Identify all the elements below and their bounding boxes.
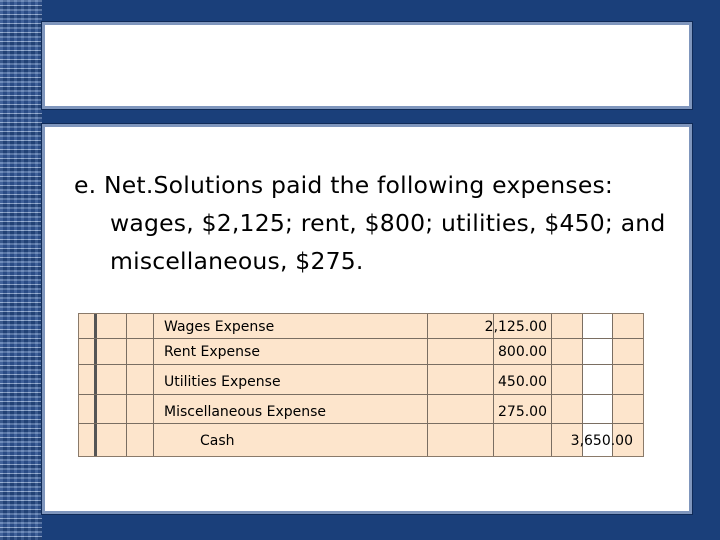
journal-row-account: Rent Expense [164,344,260,360]
journal-row-account: Wages Expense [164,319,275,335]
journal-row-account: Miscellaneous Expense [164,404,327,420]
journal-row-credit: 3,650.00 [570,433,633,449]
journal-entry-table [78,313,644,457]
title-panel [42,22,692,109]
journal-row-account: Cash [200,433,235,449]
decorative-stripe-band [0,0,42,540]
journal-row-debit: 275.00 [498,404,547,420]
journal-row-debit: 2,125.00 [484,319,547,335]
journal-row-debit: 450.00 [498,374,547,390]
journal-row-account: Utilities Expense [164,374,281,390]
journal-row-debit: 800.00 [498,344,547,360]
transaction-description: e. Net.Solutions paid the following expenses: wages, $2,125; rent, $800; utilities, $450; and miscellaneous, $275. [74,171,666,275]
